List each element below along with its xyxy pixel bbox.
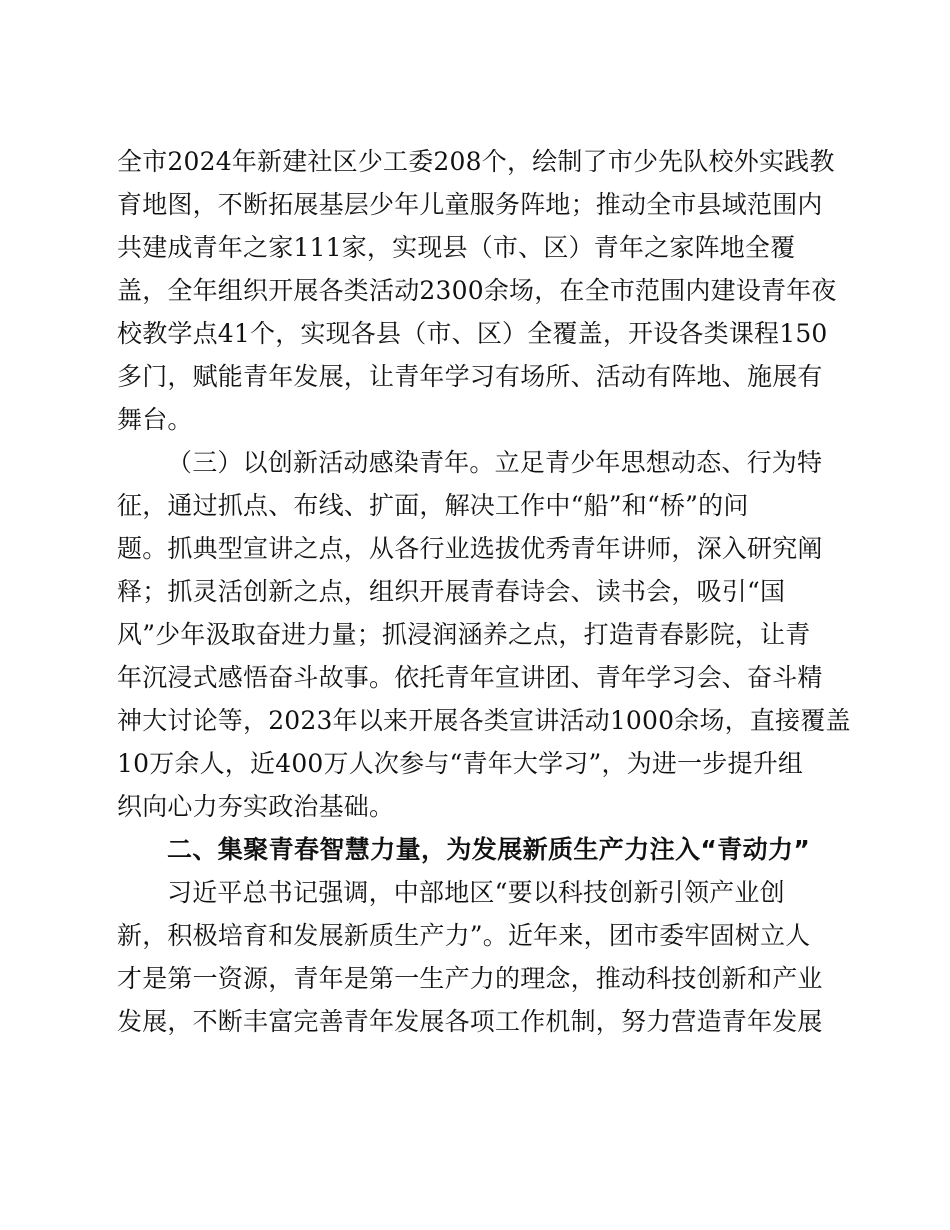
text-line: 题。抓典型宣讲之点，从各行业选拔优秀青年讲师，深入研究阐 [117,534,823,563]
text-line: 织向心力夯实政治基础。 [117,792,395,821]
text-line: 征，通过抓点、布线、扩面，解决工作中“船”和“桥”的问 [117,491,749,520]
text-line: 舞台。 [117,405,193,434]
paragraph-start-line: 习近平总书记强调，中部地区“要以科技创新引领产业创 [167,878,785,907]
text-line: 新，积极培育和发展新质生产力”。近年来，团市委牢固树立人 [117,921,811,950]
text-line: 育地图，不断拓展基层少年儿童服务阵地；推动全市县域范围内 [117,190,823,219]
text-line: 风”少年汲取奋进力量；抓浸润涵养之点，打造青春影院，让青 [117,620,811,649]
text-line: 年沉浸式感悟奋斗故事。依托青年宣讲团、青年学习会、奋斗精 [117,663,823,692]
text-line: 10万余人，近400万人次参与“青年大学习”，为进一步提升组 [117,749,804,778]
text-line: 神大讨论等，2023年以来开展各类宣讲活动1000余场，直接覆盖 [117,706,851,735]
text-line: 全市2024年新建社区少工委208个，绘制了市少先队校外实践教 [117,147,835,176]
text-line: 发展，不断丰富完善青年发展各项工作机制，努力营造青年发展 [117,1007,823,1036]
paragraph-start-line: （三）以创新活动感染青年。立足青少年思想动态、行为特 [167,448,823,477]
text-line: 释；抓灵活创新之点，组织开展青春诗会、读书会，吸引“国 [117,577,786,606]
text-line: 才是第一资源，青年是第一生产力的理念，推动科技创新和产业 [117,964,823,993]
section-heading: 二、集聚青春智慧力量，为发展新质生产力注入“青动力” [167,835,811,864]
document-body [117,140,851,1043]
text-line: 盖，全年组织开展各类活动2300余场，在全市范围内建设青年夜 [117,276,837,305]
text-line: 多门，赋能青年发展，让青年学习有场所、活动有阵地、施展有 [117,362,823,391]
text-line: 共建成青年之家111家，实现县（市、区）青年之家阵地全覆 [117,233,796,262]
text-line: 校教学点41个，实现各县（市、区）全覆盖，开设各类课程150 [117,319,828,348]
